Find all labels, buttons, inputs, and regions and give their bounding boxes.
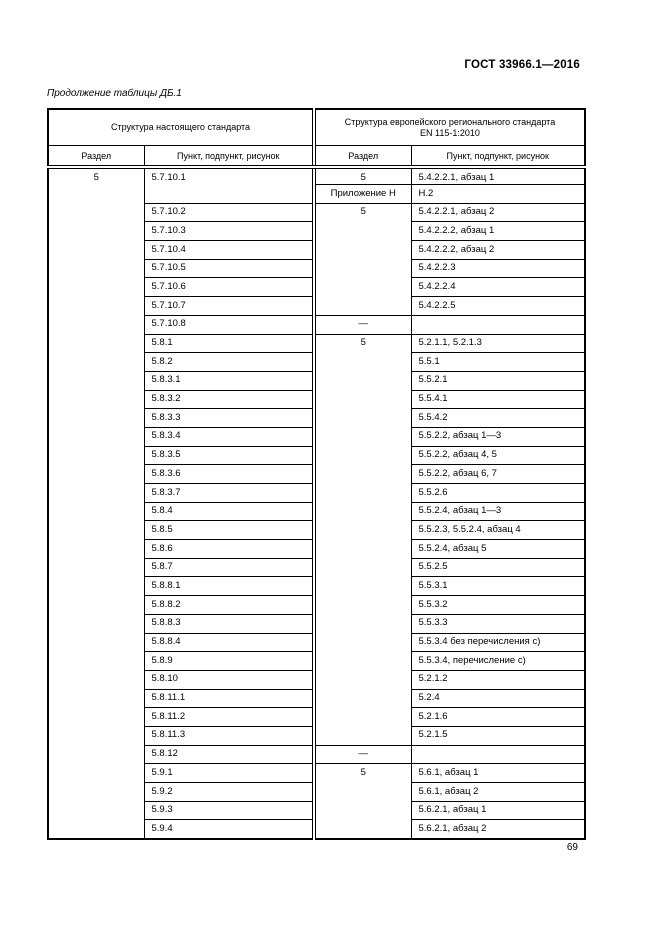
cell-std-clause: 5.8.8.3 bbox=[144, 614, 314, 633]
cell-en-clause: 5.2.4 bbox=[411, 689, 585, 708]
cell-en-clause: 5.5.2.1 bbox=[411, 371, 585, 390]
col-header-clause-left: Пункт, подпункт, рисунок bbox=[144, 146, 314, 168]
cell-std-clause: 5.7.10.2 bbox=[144, 203, 314, 222]
cell-en-section: 5 bbox=[314, 334, 411, 745]
cell-en-clause: 5.5.3.2 bbox=[411, 596, 585, 615]
doc-code: ГОСТ 33966.1—2016 bbox=[464, 59, 580, 71]
cell-en-clause: 5.4.2.2.3 bbox=[411, 259, 585, 278]
header-en-line1: Структура европейского регионального стандарта bbox=[344, 116, 556, 127]
cell-en-section: 5 bbox=[314, 764, 411, 839]
table-body bbox=[48, 167, 585, 839]
cell-std-clause: 5.7.10.6 bbox=[144, 278, 314, 297]
page-number: 69 bbox=[566, 842, 578, 853]
cell-en-clause: 5.4.2.2.5 bbox=[411, 297, 585, 316]
cell-en-clause: 5.6.2.1, абзац 1 bbox=[411, 801, 585, 820]
cell-std-clause: 5.8.9 bbox=[144, 652, 314, 671]
table-subheader-row bbox=[48, 146, 585, 168]
cell-en-clause: 5.4.2.2.1, абзац 1 bbox=[411, 167, 585, 185]
cell-en-clause: 5.5.2.4, абзац 1—3 bbox=[411, 502, 585, 521]
cell-std-clause: 5.7.10.1 bbox=[144, 167, 314, 203]
col-header-clause-right: Пункт, подпункт, рисунок bbox=[411, 146, 585, 168]
cell-std-clause: 5.8.3.4 bbox=[144, 427, 314, 446]
cell-en-section: — bbox=[314, 745, 411, 764]
cell-en-clause: 5.2.1.6 bbox=[411, 708, 585, 727]
cell-std-section: 5 bbox=[48, 167, 144, 839]
cell-std-clause: 5.8.11.3 bbox=[144, 726, 314, 745]
cell-en-clause: 5.5.2.2, абзац 6, 7 bbox=[411, 465, 585, 484]
cell-std-clause: 5.9.3 bbox=[144, 801, 314, 820]
cell-std-clause: 5.8.3.2 bbox=[144, 390, 314, 409]
cell-std-clause: 5.7.10.5 bbox=[144, 259, 314, 278]
cell-en-clause: 5.5.1 bbox=[411, 353, 585, 372]
cell-en-clause: 5.5.2.5 bbox=[411, 558, 585, 577]
cell-en-section: 5 bbox=[314, 203, 411, 315]
cell-en-clause: 5.5.2.2, абзац 1—3 bbox=[411, 427, 585, 446]
cell-en-clause: 5.6.1, абзац 2 bbox=[411, 783, 585, 802]
cell-std-clause: 5.8.1 bbox=[144, 334, 314, 353]
header-structure-this-standard: Структура настоящего стандарта bbox=[48, 109, 314, 146]
cell-en-clause: 5.2.1.5 bbox=[411, 726, 585, 745]
cell-std-clause: 5.8.3.1 bbox=[144, 371, 314, 390]
cell-en-clause: 5.5.3.4, перечисление с) bbox=[411, 652, 585, 671]
cell-en-clause: 5.5.2.4, абзац 5 bbox=[411, 540, 585, 559]
cell-en-clause: 5.2.1.2 bbox=[411, 670, 585, 689]
cell-std-clause: 5.9.2 bbox=[144, 783, 314, 802]
cell-std-clause: 5.9.1 bbox=[144, 764, 314, 783]
cell-en-clause: 5.5.4.1 bbox=[411, 390, 585, 409]
cell-std-clause: 5.8.8.4 bbox=[144, 633, 314, 652]
header-structure-en-standard bbox=[314, 109, 585, 146]
cell-en-clause: 5.5.2.2, абзац 4, 5 bbox=[411, 446, 585, 465]
cell-en-clause: 5.5.4.2 bbox=[411, 409, 585, 428]
cell-std-clause: 5.8.3.7 bbox=[144, 484, 314, 503]
cell-en-clause: 5.5.2.6 bbox=[411, 484, 585, 503]
cell-en-clause: 5.4.2.2.2, абзац 2 bbox=[411, 241, 585, 260]
cell-std-clause: 5.8.5 bbox=[144, 521, 314, 540]
cell-std-clause: 5.8.3.5 bbox=[144, 446, 314, 465]
cell-en-clause: 5.6.2.1, абзац 2 bbox=[411, 820, 585, 839]
cell-std-clause: 5.8.3.3 bbox=[144, 409, 314, 428]
cell-std-clause: 5.8.7 bbox=[144, 558, 314, 577]
cell-en-clause bbox=[411, 315, 585, 334]
table-group-header-row bbox=[48, 109, 585, 146]
cell-en-clause: 5.4.2.2.2, абзац 1 bbox=[411, 222, 585, 241]
cell-std-clause: 5.9.4 bbox=[144, 820, 314, 839]
cell-std-clause: 5.8.8.1 bbox=[144, 577, 314, 596]
cell-en-clause: 5.5.3.1 bbox=[411, 577, 585, 596]
header-en-line2: EN 115-1:2010 bbox=[420, 127, 480, 138]
table-caption: Продолжение таблицы ДБ.1 bbox=[47, 88, 182, 99]
cell-std-clause: 5.8.11.2 bbox=[144, 708, 314, 727]
cell-en-clause: Н.2 bbox=[411, 185, 585, 204]
cell-std-clause: 5.8.8.2 bbox=[144, 596, 314, 615]
cell-std-clause: 5.7.10.8 bbox=[144, 315, 314, 334]
col-header-section-left: Раздел bbox=[48, 146, 144, 168]
cell-en-clause: 5.4.2.2.4 bbox=[411, 278, 585, 297]
cell-en-clause: 5.2.1.1, 5.2.1.3 bbox=[411, 334, 585, 353]
table-row bbox=[48, 167, 585, 185]
cell-en-clause: 5.5.3.3 bbox=[411, 614, 585, 633]
cell-std-clause: 5.7.10.3 bbox=[144, 222, 314, 241]
cell-en-clause: 5.5.2.3, 5.5.2.4, абзац 4 bbox=[411, 521, 585, 540]
cell-en-section: Приложение Н bbox=[314, 185, 411, 204]
cell-en-section: 5 bbox=[314, 167, 411, 185]
cell-std-clause: 5.8.2 bbox=[144, 353, 314, 372]
cell-en-clause: 5.5.3.4 без перечисления с) bbox=[411, 633, 585, 652]
cell-en-clause: 5.6.1, абзац 1 bbox=[411, 764, 585, 783]
cell-std-clause: 5.8.10 bbox=[144, 670, 314, 689]
cell-std-clause: 5.8.11.1 bbox=[144, 689, 314, 708]
comparison-table bbox=[47, 108, 586, 840]
cell-en-clause bbox=[411, 745, 585, 764]
cell-std-clause: 5.7.10.7 bbox=[144, 297, 314, 316]
cell-std-clause: 5.8.12 bbox=[144, 745, 314, 764]
cell-std-clause: 5.8.3.6 bbox=[144, 465, 314, 484]
cell-std-clause: 5.8.6 bbox=[144, 540, 314, 559]
cell-en-clause: 5.4.2.2.1, абзац 2 bbox=[411, 203, 585, 222]
cell-std-clause: 5.7.10.4 bbox=[144, 241, 314, 260]
cell-std-clause: 5.8.4 bbox=[144, 502, 314, 521]
col-header-section-right: Раздел bbox=[314, 146, 411, 168]
cell-en-section: — bbox=[314, 315, 411, 334]
